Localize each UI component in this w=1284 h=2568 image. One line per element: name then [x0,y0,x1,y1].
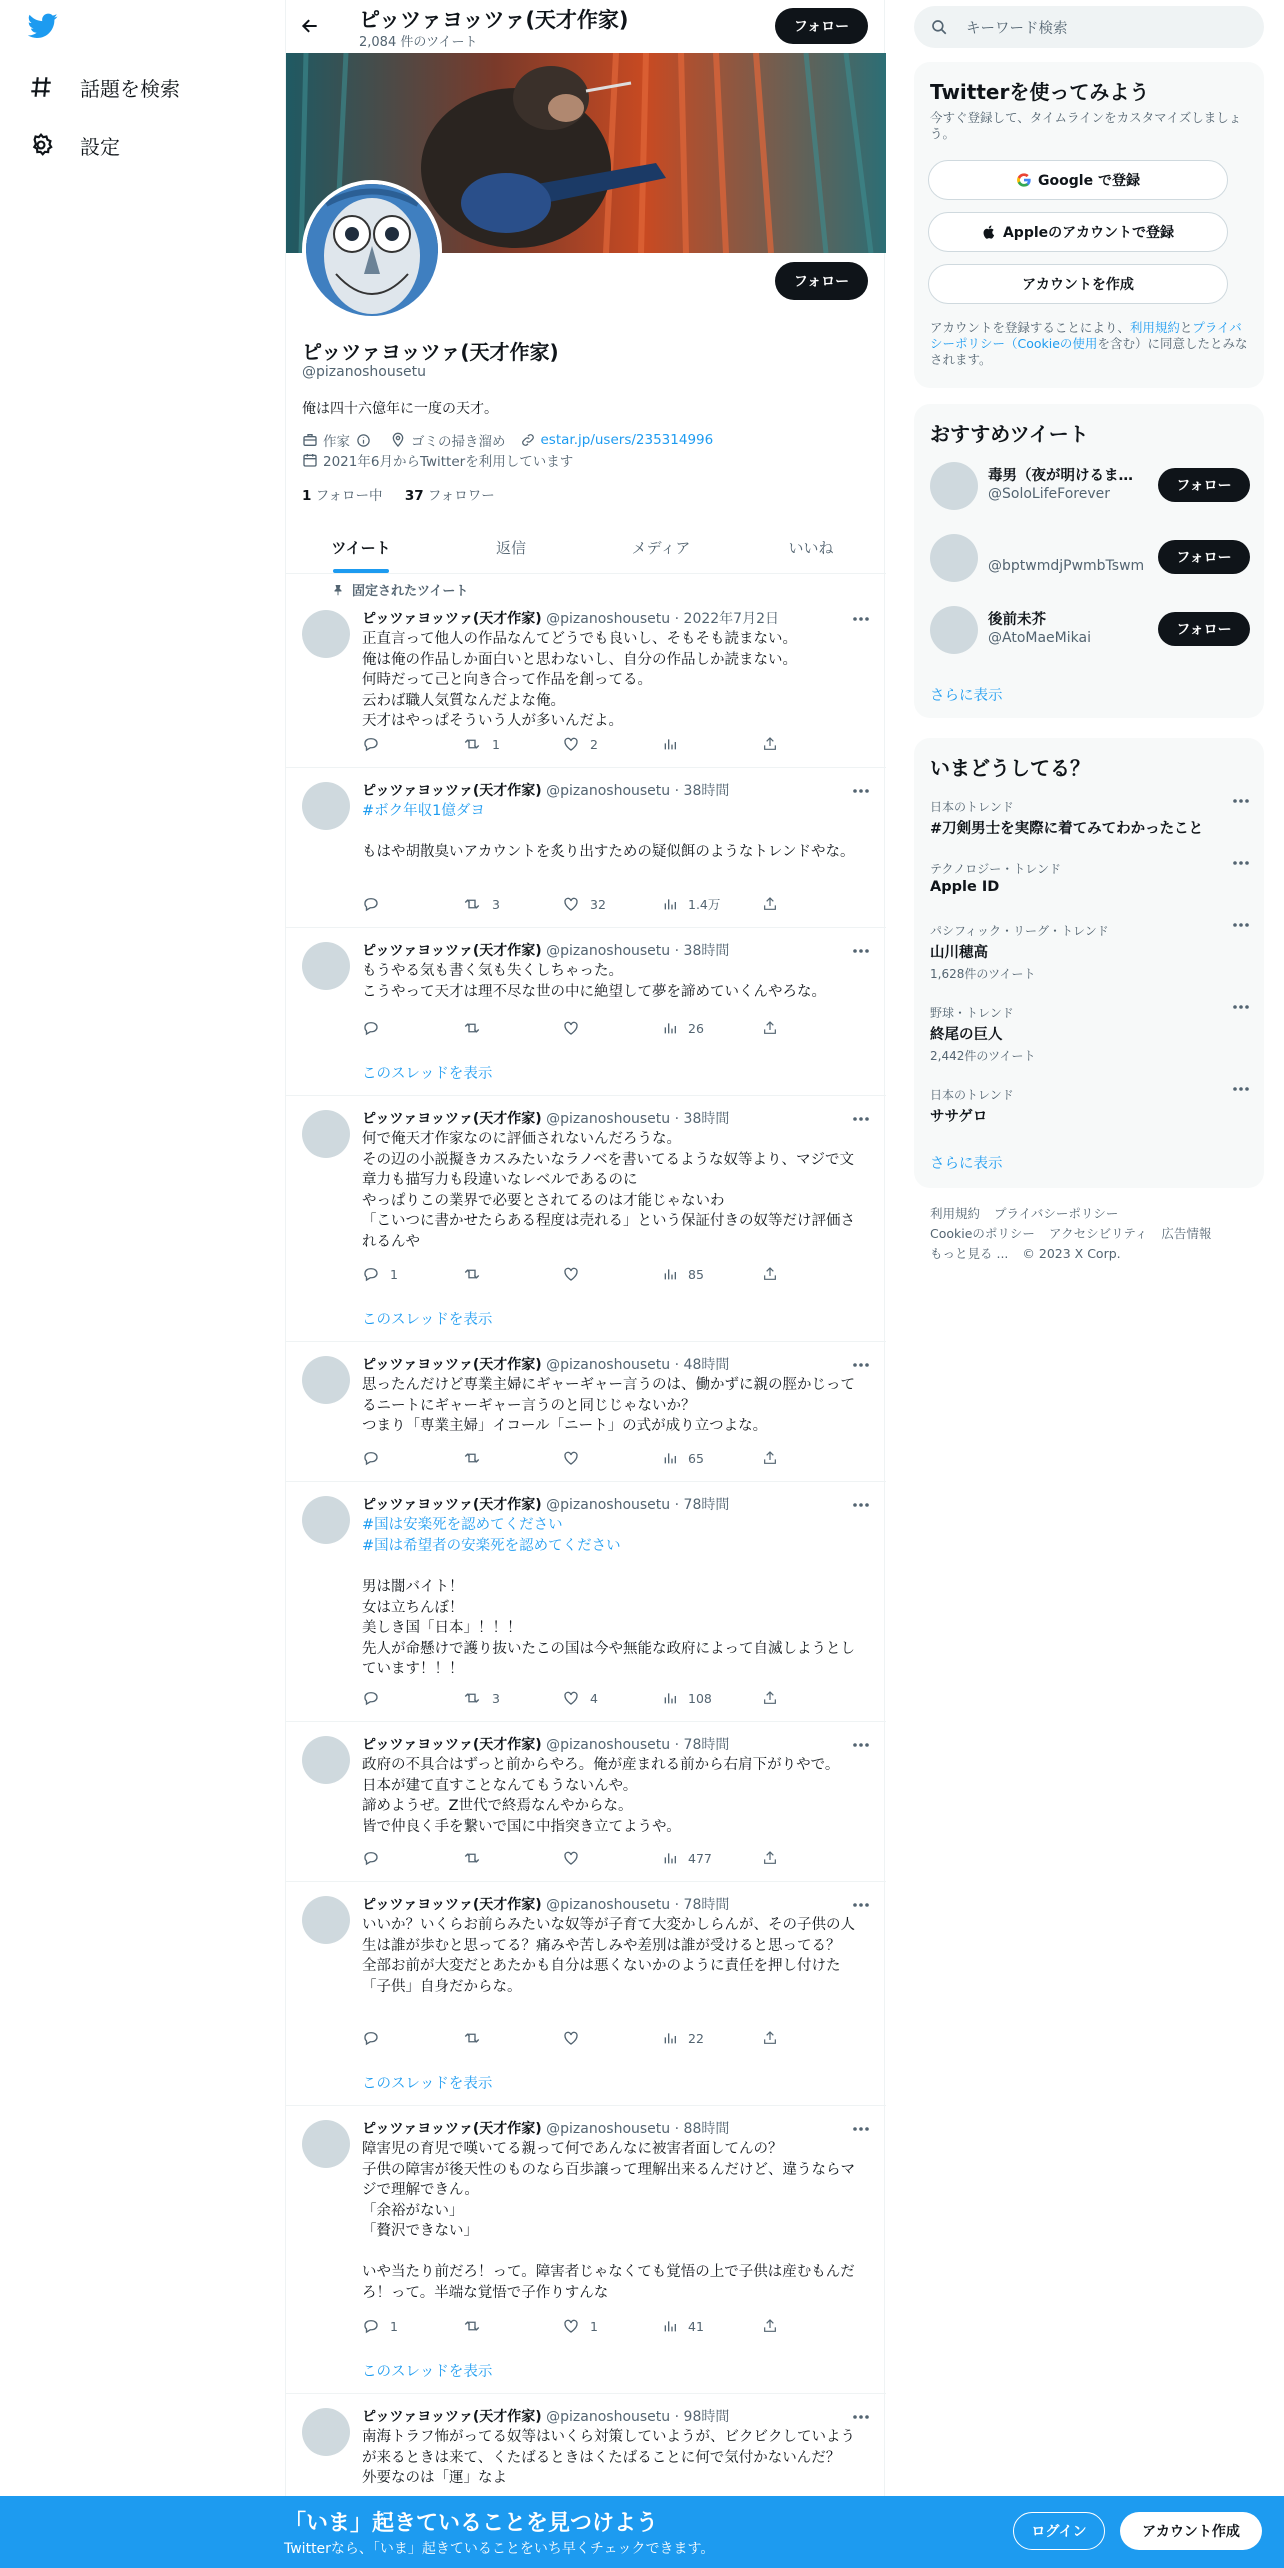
tweet-author-name[interactable]: ピッツァヨッツァ(天才作家) [362,783,542,799]
bottom-headline: 「いま」起きていることを見つけよう [284,2511,659,2536]
more-options-icon[interactable] [852,616,870,622]
share-button[interactable] [762,2316,782,2336]
tweet-time[interactable]: 2022年7月2日 [683,611,779,627]
like-button[interactable] [562,2028,632,2048]
signup-subtitle: 今すぐ登録して、タイムラインをカスタマイズしましょう。 [930,110,1242,141]
like-button[interactable]: 4 [562,1688,632,1708]
reply-icon [362,1449,380,1467]
tweet-avatar[interactable] [302,1736,350,1784]
share-button[interactable] [762,734,782,754]
tweet-text: いいか？いくらお前らみたいな奴等が子育て大変かしらんが、その子供の人生は誰が歩むと思ってる？痛みや苦しみや差別は誰が受けると思ってる？ 全部お前が大変だとあたかも自分は悪くないかのように責任を押し付けた「子供」自身だからな。 [362,1917,855,1995]
heart-icon [562,1689,580,1707]
tweet-actions [362,1848,782,1868]
reply-icon [362,1019,380,1037]
trend-context: パシフィック・リーグ・トレンド [930,924,1109,938]
share-button[interactable] [762,894,782,914]
apple-signup-button[interactable]: Appleのアカウントで登録 [928,212,1228,252]
bar-chart-icon [662,736,678,752]
privacy-link[interactable]: プライバシーポリシー（Cookieの使用 [930,320,1242,351]
trend-item[interactable] [930,798,1250,838]
tweet-author-handle[interactable]: @pizanoshousetu [546,1497,671,1513]
retweet-button[interactable] [462,1448,532,1468]
search-icon [930,18,948,36]
tweet-actions [362,2316,782,2336]
bar-chart-icon [662,896,678,912]
tweet-time[interactable]: 98時間 [683,2409,730,2425]
tweet-author-name[interactable]: ピッツァヨッツァ(天才作家) [362,1111,542,1127]
tweet-text: 政府の不具合はずっと前からやろ。俺が産まれる前から右肩下がりやで。 日本が建て直すことなんてもうないんや。 諦めようぜ。Z世代で終焉なんやからな。 皆で仲良く手を繋いで国に中指突き立てようや。 [362,1757,840,1835]
reply-icon [362,2029,380,2047]
tweet-item[interactable] [286,574,886,768]
reply-button[interactable] [362,894,432,914]
tweet-author-name[interactable]: ピッツァヨッツァ(天才作家) [362,1737,542,1753]
tweet-author-handle[interactable]: @pizanoshousetu [546,1357,671,1373]
tweet-item[interactable] [286,2106,886,2394]
tweet-avatar[interactable] [302,782,350,830]
tweet-text: もうやる気も書く気も失くしちゃった。 こうやって天才は理不尽な世の中に絶望して夢を諦めていくんやろな。 [362,963,826,1000]
tab-replies[interactable]: 返信 [495,539,526,557]
bar-chart-icon [662,2318,678,2334]
more-options-icon[interactable] [852,788,870,794]
heart-icon [562,2029,580,2047]
tweet-item[interactable] [286,768,886,928]
more-options-icon[interactable] [1232,860,1250,866]
tweet-time[interactable]: 88時間 [683,2121,730,2137]
reply-button[interactable]: 1 [362,2316,432,2336]
trend-count: 2,442件のツイート [930,1049,1036,1063]
share-button[interactable] [762,1448,782,1468]
recommended-card [914,404,1264,718]
tweet-time[interactable]: 38時間 [683,943,730,959]
more-options-icon[interactable] [852,948,870,954]
nav-explore[interactable] [28,69,180,105]
back-arrow-icon[interactable] [300,16,320,36]
tweet-item[interactable] [286,928,886,1096]
heart-icon [562,735,580,753]
apple-icon [982,224,1003,240]
profile-avatar[interactable] [302,180,442,320]
show-thread-link[interactable]: このスレッドを表示 [362,2076,493,2092]
tweet-header: ピッツァヨッツァ(天才作家) @pizanoshousetu · 48時間 [362,1357,730,1373]
recommended-user-avatar[interactable] [930,462,978,510]
retweet-icon [462,895,482,913]
share-icon [762,2317,778,2335]
retweet-button[interactable] [462,2316,532,2336]
like-button[interactable] [562,1448,632,1468]
recommended-show-more[interactable]: さらに表示 [930,688,1003,704]
signup-legal: アカウントを登録することにより、利用規約とプライバシーポリシー（Cookieの使用を含む）に同意したとみなされます。 [930,320,1248,367]
heart-icon [562,1849,580,1867]
heart-icon [562,2317,580,2335]
tweet-actions [362,1018,782,1038]
profile-follow-stats [302,484,495,504]
recommended-user-name[interactable]: 後前未芥 [988,612,1046,628]
show-thread-link[interactable]: このスレッドを表示 [362,2364,493,2380]
tweet-item[interactable] [286,1482,886,1722]
profile-category: 作家 [302,430,376,450]
tweet-avatar[interactable] [302,1496,350,1544]
like-button[interactable]: 1 [562,2316,632,2336]
bottom-subtext: Twitterなら、「いま」起きていることをいち早くチェックできます。 [284,2541,715,2557]
trends-card [914,738,1264,1188]
tweet-avatar[interactable] [302,1896,350,1944]
heart-icon [562,1019,580,1037]
profile-handle: @pizanoshousetu [302,364,427,380]
share-button[interactable] [762,1848,782,1868]
views-button[interactable]: 477 [662,1848,732,1868]
profile-tabs [286,522,886,574]
share-icon [762,2029,778,2047]
views-button[interactable]: 65 [662,1448,732,1468]
tweet-text: 男は闇バイト！ 女は立ちんぼ！ 美しき国「日本」！！！ 先人が命懸けで護り抜いたこの国は今や無能な政府によって自滅しようとしています！！！ [362,1579,855,1677]
tweet-text: 何で俺天才作家なのに評価されないんだろうな。 その辺の小説擬きカスみたいなラノベを書いてるような奴等より、マジで文章力も描写力も段違いなレベルであるのに やっぱりこの業界で必要とされてるのは才能じゃないわ 「こいつに書かせたらある程度は売れる」という保証付きの奴等だけ評価されるんや [362,1131,855,1250]
profile-column [285,0,885,2568]
footer-more[interactable]: もっと見る ... [930,1246,1009,1261]
tweet-author-name[interactable]: ピッツァヨッツァ(天才作家) [362,1357,542,1373]
tweet-time[interactable]: 78時間 [683,1897,730,1913]
more-options-icon[interactable] [852,1362,870,1368]
tweet-actions [362,1448,782,1468]
tweet-time[interactable]: 38時間 [683,783,730,799]
tweet-avatar[interactable] [302,2408,350,2456]
trend-item[interactable] [930,1004,1250,1064]
views-button[interactable]: 26 [662,1018,732,1038]
trends-show-more[interactable]: さらに表示 [930,1156,1003,1172]
bar-chart-icon [662,1450,678,1466]
tab-tweets[interactable]: ツイート [286,522,436,573]
trend-context: 日本のトレンド [930,1088,1014,1102]
search-box[interactable] [914,6,1264,48]
retweet-icon [462,735,482,753]
views-button[interactable] [662,734,732,754]
tweet-author-name[interactable]: ピッツァヨッツァ(天才作家) [362,611,542,627]
tweet-time[interactable]: 78時間 [683,1497,730,1513]
tweet-header: ピッツァヨッツァ(天才作家) @pizanoshousetu · 38時間 [362,783,730,799]
recommended-user-avatar[interactable] [930,534,978,582]
tweet-text: 障害児の育児で嘆いてる親って何であんなに被害者面してんの？ 子供の障害が後天性のものなら百歩譲って理解出来るんだけど、違うならマジで理解できん。 「余裕がない」 「贅沢できない」 いや当たり前だろ！って。障害者じゃなくても覚悟の上で子供は産むもんだろ！って。半端な覚悟で子作りすんな [362,2141,855,2301]
header-profile-name: ピッツァヨッツァ(天才作家) [359,8,629,32]
profile-header-bar [286,0,886,53]
heart-icon [562,1449,580,1467]
reply-button[interactable] [362,1688,432,1708]
following-stat[interactable]: 1 フォロー中 [302,488,383,504]
tweet-header: ピッツァヨッツァ(天才作家) @pizanoshousetu · 38時間 [362,943,730,959]
hashtag-icon [28,74,54,100]
reply-button[interactable] [362,1848,432,1868]
tweet-author-handle[interactable]: @pizanoshousetu [546,2409,671,2425]
views-button[interactable]: 1.4万 [662,894,732,914]
tweet-author-handle[interactable]: @pizanoshousetu [546,1737,671,1753]
recommended-user-name[interactable]: 毒男（夜が明けるま… [988,468,1133,484]
tweet-text: もはや胡散臭いアカウントを炙り出すための疑似餌のようなトレンドやな。 [362,844,855,860]
tweet-author-handle[interactable]: @pizanoshousetu [546,943,671,959]
bar-chart-icon [662,1690,678,1706]
retweet-button[interactable]: 1 [462,734,532,754]
tweet-header: ピッツァヨッツァ(天才作家) @pizanoshousetu · 38時間 [362,1111,730,1127]
footer-terms[interactable]: 利用規約 [930,1206,981,1221]
retweet-icon [462,1849,482,1867]
tweet-author-name[interactable]: ピッツァヨッツァ(天才作家) [362,943,542,959]
retweet-button[interactable] [462,1018,532,1038]
retweet-button[interactable]: 3 [462,1688,532,1708]
nav-settings-label: 設定 [80,134,120,159]
footer-links [930,1204,1250,1264]
trend-item[interactable] [930,1086,1250,1126]
footer-copyright: © 2023 X Corp. [1022,1246,1121,1261]
profile-bio: 俺は四十六億年に一度の天才。 [302,401,498,417]
more-options-icon[interactable] [852,2414,870,2420]
recommended-user[interactable] [930,532,1250,584]
trend-context: 日本のトレンド [930,800,1014,814]
reply-icon [362,1689,380,1707]
reply-button[interactable]: 1 [362,1264,432,1284]
recommended-user[interactable] [930,604,1250,656]
reply-icon [362,735,380,753]
tweet-item[interactable] [286,1882,886,2106]
bar-chart-icon [662,1266,678,1282]
trend-item[interactable] [930,860,1250,895]
login-button[interactable]: ログイン [1013,2512,1105,2550]
tweet-actions [362,1264,782,1284]
tweet-text: 正直言って他人の作品なんてどうでも良いし、そもそも読まない。 俺は俺の作品しか面白いと思わないし、自分の作品しか読まない。 何時だって己と向き合って作品を創ってる。 云わば職人気質なんだよな俺。 天才はやっぱそういう人が多いんだよ。 [362,631,797,729]
tweet-avatar[interactable] [302,1356,350,1404]
trend-context: テクノロジー・トレンド [930,862,1061,876]
tweet-actions [362,2028,782,2048]
recommended-follow-button[interactable]: フォロー [1158,468,1250,502]
pin-icon [332,583,352,597]
search-input[interactable]: キーワード検索 [966,20,1068,37]
tweet-time[interactable]: 48時間 [683,1357,730,1373]
reply-icon [362,895,380,913]
briefcase-icon [302,432,323,448]
more-options-icon[interactable] [852,1742,870,1748]
tweet-author-handle[interactable]: @pizanoshousetu [546,783,671,799]
heart-icon [562,895,580,913]
tweet-author-handle[interactable]: @pizanoshousetu [546,1111,671,1127]
profile-joined: 2021年6月からTwitterを利用しています [302,450,573,470]
trend-title: ササゲロ [930,1109,988,1125]
tweet-header: ピッツァヨッツァ(天才作家) @pizanoshousetu · 78時間 [362,1897,730,1913]
more-options-icon[interactable] [852,1116,870,1122]
profile-follow-button[interactable]: フォロー [775,262,868,300]
reply-icon [362,1849,380,1867]
reply-button[interactable] [362,734,432,754]
hashtag-link[interactable]: #ボク年収1億ダヨ [362,803,485,819]
tweet-item[interactable] [286,1096,886,1342]
like-button[interactable] [562,1848,632,1868]
tweet-item[interactable] [286,1722,886,1882]
tweet-header: ピッツァヨッツァ(天才作家) @pizanoshousetu · 98時間 [362,2409,730,2425]
retweet-icon [462,2029,482,2047]
recommended-follow-button[interactable]: フォロー [1158,540,1250,574]
tweet-header: ピッツァヨッツァ(天才作家) @pizanoshousetu · 88時間 [362,2121,730,2137]
share-icon [762,1689,778,1707]
recommended-user[interactable] [930,460,1250,512]
tweet-time[interactable]: 78時間 [683,1737,730,1753]
more-options-icon[interactable] [852,2126,870,2132]
tweet-avatar[interactable] [302,942,350,990]
retweet-icon [462,1019,482,1037]
twitter-logo-icon[interactable] [28,13,58,39]
footer-accessibility[interactable]: アクセシビリティ [1048,1226,1148,1241]
tweet-actions [362,1688,782,1708]
tweet-header: ピッツァヨッツァ(天才作家) @pizanoshousetu · 78時間 [362,1737,730,1753]
recommended-user-avatar[interactable] [930,606,978,654]
tweet-author-handle[interactable]: @pizanoshousetu [546,1897,671,1913]
retweet-button[interactable] [462,1264,532,1284]
hashtag-link[interactable]: #国は安楽死を認めてください [362,1517,563,1533]
tweet-author-name[interactable]: ピッツァヨッツァ(天才作家) [362,1897,542,1913]
like-button[interactable]: 32 [562,894,632,914]
retweet-icon [462,1689,482,1707]
like-button[interactable] [562,1018,632,1038]
create-account-button[interactable]: アカウントを作成 [928,264,1228,304]
tweet-actions [362,734,782,754]
like-button[interactable]: 2 [562,734,632,754]
tweet-header: ピッツァヨッツァ(天才作家) @pizanoshousetu · 78時間 [362,1497,730,1513]
nav-explore-label: 話題を検索 [80,76,180,101]
link-icon [520,432,541,448]
tweet-actions [362,894,782,914]
tweet-text: 思ったんだけど専業主婦にギャーギャー言うのは、働かずに親の脛かじってるニートにギャーギャー言うのと同じじゃないか？ つまり「専業主婦」イコール「ニート」の式が成り立つよな。 [362,1377,855,1434]
reply-icon [362,2317,380,2335]
tweet-author-name[interactable]: ピッツァヨッツァ(天才作家) [362,1497,542,1513]
like-button[interactable] [562,1264,632,1284]
reply-button[interactable] [362,1018,432,1038]
more-options-icon[interactable] [1232,798,1250,804]
more-options-icon[interactable] [1232,1086,1250,1092]
signup-title: Twitterを使ってみよう [930,80,1150,104]
reply-button[interactable] [362,1448,432,1468]
footer-cookie[interactable]: Cookieのポリシー [930,1226,1035,1241]
calendar-icon [302,452,323,468]
share-icon [762,1449,778,1467]
hashtag-link[interactable]: #国は希望者の安楽死を認めてください [362,1538,621,1554]
location-pin-icon [390,432,411,448]
profile-location: ゴミの掃き溜め [390,430,506,450]
trend-title: #刀剣男士を実際に着てみてわかったこと [930,821,1204,837]
show-thread-link[interactable]: このスレッドを表示 [362,1066,493,1082]
footer-ads[interactable]: 広告情報 [1161,1226,1212,1241]
pinned-label: 固定されたツイート [332,580,468,599]
footer-privacy[interactable]: プライバシーポリシー [994,1206,1119,1221]
header-tweet-count: 2,084 件のツイート [359,35,478,50]
views-button[interactable]: 108 [662,1688,732,1708]
more-options-icon[interactable] [1232,1004,1250,1010]
share-icon [762,895,778,913]
views-button[interactable]: 22 [662,2028,732,2048]
tab-media[interactable]: メディア [631,539,691,557]
bar-chart-icon [662,2030,678,2046]
trend-context: 野球・トレンド [930,1006,1014,1020]
trend-title: Apple ID [930,879,1000,895]
tweet-avatar[interactable] [302,610,350,658]
trends-title: いまどうしてる？ [930,756,1090,780]
terms-link[interactable]: 利用規約 [1129,320,1180,335]
show-thread-link[interactable]: このスレッドを表示 [362,1312,493,1328]
recommended-user-handle[interactable]: @bptwmdjPwmbTswm [988,558,1145,574]
more-options-icon[interactable] [1232,922,1250,928]
bottom-signup-bar [0,2496,1284,2568]
trend-title: 終尾の巨人 [930,1027,1003,1043]
share-icon [762,1265,778,1283]
google-signup-button[interactable]: Google で登録 [928,160,1228,200]
trend-title: 山川穂高 [930,945,988,961]
tweet-text: 南海トラフ怖がってる奴等はいくら対策していようが、ビクビクしていようが来るときは来て、くたばるときはくたばることに何で気付かないんだ？ 外要なのは「運」なよ [362,2429,855,2486]
reply-icon [362,1265,380,1283]
share-button[interactable] [762,2028,782,2048]
tweet-item[interactable] [286,1342,886,1482]
bar-chart-icon [662,1020,678,1036]
tweet-author-name[interactable]: ピッツァヨッツァ(天才作家) [362,2121,542,2137]
views-button[interactable]: 41 [662,2316,732,2336]
tweet-author-handle[interactable]: @pizanoshousetu [546,611,671,627]
trend-item[interactable] [930,922,1250,982]
tweet-author-handle[interactable]: @pizanoshousetu [546,2121,671,2137]
info-icon[interactable] [356,433,376,448]
share-button[interactable] [762,1264,782,1284]
reply-button[interactable] [362,2028,432,2048]
profile-meta-row [302,430,727,450]
recommended-follow-button[interactable]: フォロー [1158,612,1250,646]
retweet-icon [462,2317,482,2335]
tweet-header: ピッツァヨッツァ(天才作家) @pizanoshousetu · 2022年7月2日 [362,611,779,627]
followers-stat[interactable]: 37 フォロワー [404,488,495,504]
share-icon [762,1849,778,1867]
heart-icon [562,1265,580,1283]
retweet-button[interactable] [462,2028,532,2048]
retweet-icon [462,1449,482,1467]
profile-url[interactable]: estar.jp/users/235314996 [520,432,714,448]
signup-button[interactable]: アカウント作成 [1120,2512,1262,2550]
gear-icon [28,132,54,158]
recommended-user-handle[interactable]: @SoloLifeForever [988,486,1110,502]
more-options-icon[interactable] [852,1902,870,1908]
more-options-icon[interactable] [852,1502,870,1508]
nav-settings[interactable] [28,127,120,163]
recommended-user-handle[interactable]: @AtoMaeMikai [988,630,1091,646]
share-icon [762,1019,778,1037]
recommended-title: おすすめツイート [930,422,1089,446]
retweet-button[interactable] [462,1848,532,1868]
tab-likes[interactable]: いいね [788,539,834,557]
signup-card [914,62,1264,388]
tweet-avatar[interactable] [302,1110,350,1158]
trend-count: 1,628件のツイート [930,967,1036,981]
profile-name: ピッツァヨッツァ(天才作家) [302,340,559,364]
google-icon [1016,172,1038,188]
retweet-button[interactable]: 3 [462,894,532,914]
tweet-time[interactable]: 38時間 [683,1111,730,1127]
header-follow-button[interactable]: フォロー [775,8,868,44]
tweet-avatar[interactable] [302,2120,350,2168]
share-icon [762,735,778,753]
retweet-icon [462,1265,482,1283]
bar-chart-icon [662,1850,678,1866]
views-button[interactable]: 85 [662,1264,732,1284]
share-button[interactable] [762,1018,782,1038]
tweet-author-name[interactable]: ピッツァヨッツァ(天才作家) [362,2409,542,2425]
share-button[interactable] [762,1688,782,1708]
